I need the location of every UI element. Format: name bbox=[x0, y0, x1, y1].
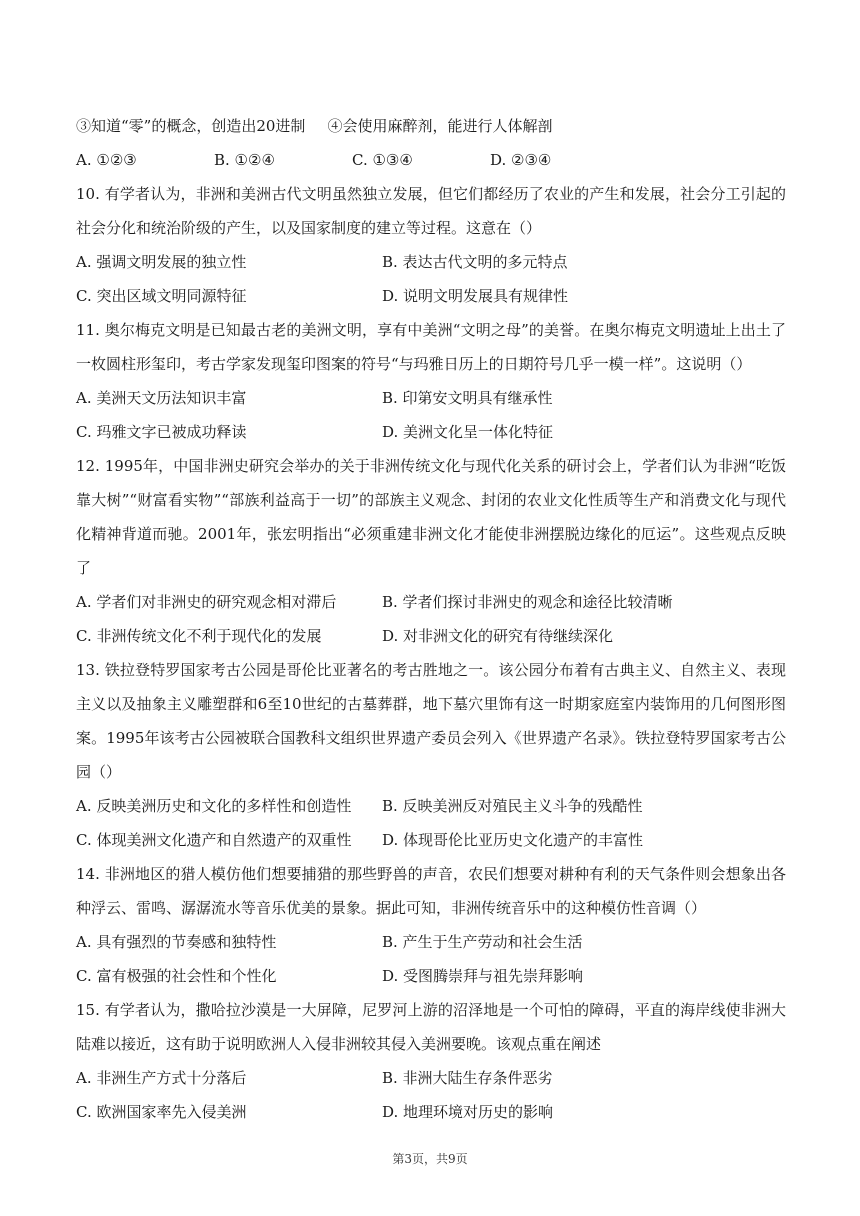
option-d: D. 受图腾崇拜与祖先崇拜影响 bbox=[382, 967, 584, 985]
question-stem: 15. 有学者认为，撒哈拉沙漠是一大屏障，尼罗河上游的沼泽地是一个可怕的障碍，平直的海岸线使非洲大陆难以接近，这有助于说明欧洲人入侵非洲较其侵入美洲要晚。该观点重在阐述 bbox=[76, 1001, 786, 1053]
option-b: B. 反映美洲反对殖民主义斗争的残酷性 bbox=[382, 797, 643, 815]
question-stem: 14. 非洲地区的猎人模仿他们想要捕猎的那些野兽的声音，农民们想要对耕种有利的天气条件则会想象出各种浮云、雷鸣、潺潺流水等音乐优美的景象。据此可知，非洲传统音乐中的这种模仿性音调（） bbox=[76, 865, 786, 917]
option-a: A. 强调文明发展的独立性 bbox=[76, 253, 247, 271]
page-content bbox=[76, 109, 786, 1129]
option-a: A. 反映美洲历史和文化的多样性和创造性 bbox=[76, 797, 352, 815]
option-a: A. 美洲天文历法知识丰富 bbox=[76, 389, 247, 407]
option-c: C. 突出区域文明同源特征 bbox=[76, 287, 247, 305]
question-stem: 10. 有学者认为，非洲和美洲古代文明虽然独立发展，但它们都经历了农业的产生和发展，社会分工引起的社会分化和统治阶级的产生，以及国家制度的建立等过程。这意在（） bbox=[76, 185, 786, 237]
question-9-options bbox=[76, 143, 786, 177]
option-d: D. 美洲文化呈一体化特征 bbox=[382, 423, 554, 441]
options-row bbox=[76, 381, 786, 415]
options-row bbox=[76, 959, 786, 993]
option-d: D. 体现哥伦比亚历史文化遗产的丰富性 bbox=[382, 831, 644, 849]
options-row bbox=[76, 245, 786, 279]
option-c: C. 玛雅文字已被成功释读 bbox=[76, 423, 247, 441]
option-d: D. 地理环境对历史的影响 bbox=[382, 1103, 554, 1121]
statement-4: ④会使用麻醉剂，能进行人体解剖 bbox=[327, 117, 553, 135]
option-a: A. 学者们对非洲史的研究观念相对滞后 bbox=[76, 593, 337, 611]
option-a: A. 具有强烈的节奏感和独特性 bbox=[76, 933, 277, 951]
question-11 bbox=[76, 313, 786, 449]
question-stem: 11. 奥尔梅克文明是已知最古老的美洲文明，享有中美洲“文明之母”的美誉。在奥尔梅克文明遗址上出土了一枚圆柱形玺印，考古学家发现玺印图案的符号“与玛雅日历上的日期符号几乎一模一样”。这说明（） bbox=[76, 321, 786, 373]
option-c: C. 非洲传统文化不利于现代化的发展 bbox=[76, 627, 322, 645]
option-a: A. ①②③ bbox=[76, 151, 137, 169]
page-footer: 第3页，共9页 bbox=[392, 1152, 468, 1166]
option-d: D. ②③④ bbox=[490, 151, 552, 169]
option-b: B. 产生于生产劳动和社会生活 bbox=[382, 933, 583, 951]
option-c: C. 富有极强的社会性和个性化 bbox=[76, 967, 277, 985]
options-row bbox=[76, 1095, 786, 1129]
option-b: B. 表达古代文明的多元特点 bbox=[382, 253, 568, 271]
options-row bbox=[76, 789, 786, 823]
option-b: B. 学者们探讨非洲史的观念和途径比较清晰 bbox=[382, 593, 673, 611]
options-row bbox=[76, 619, 786, 653]
statement-3: ③知道“零”的概念，创造出20进制 bbox=[76, 117, 306, 135]
question-13 bbox=[76, 653, 786, 857]
question-14 bbox=[76, 857, 786, 993]
question-15 bbox=[76, 993, 786, 1129]
options-row bbox=[76, 925, 786, 959]
option-d: D. 对非洲文化的研究有待继续深化 bbox=[382, 627, 614, 645]
question-9-continuation bbox=[76, 109, 786, 143]
option-c: C. 体现美洲文化遗产和自然遗产的双重性 bbox=[76, 831, 352, 849]
options-row bbox=[76, 1061, 786, 1095]
options-row bbox=[76, 279, 786, 313]
option-c: C. ①③④ bbox=[352, 151, 413, 169]
option-b: B. 非洲大陆生存条件恶劣 bbox=[382, 1069, 553, 1087]
option-d: D. 说明文明发展具有规律性 bbox=[382, 287, 569, 305]
options-row bbox=[76, 415, 786, 449]
option-c: C. 欧洲国家率先入侵美洲 bbox=[76, 1103, 247, 1121]
question-stem: 13. 铁拉登特罗国家考古公园是哥伦比亚著名的考古胜地之一。该公园分布着有古典主义、自然主义、表现主义以及抽象主义雕塑群和6至10世纪的古墓葬群，地下墓穴里饰有这一时期家庭室内装饰用的几何图形图案。1995年该考古公园被联合国教科文组织世界遗产委员会列入《世界遗产名录》。铁拉登特罗国家考古公园（） bbox=[76, 661, 786, 781]
options-row bbox=[76, 823, 786, 857]
question-10 bbox=[76, 177, 786, 313]
options-row bbox=[76, 585, 786, 619]
question-stem: 12. 1995年，中国非洲史研究会举办的关于非洲传统文化与现代化关系的研讨会上，学者们认为非洲“吃饭靠大树”“财富看实物”“部族利益高于一切”的部族主义观念、封闭的农业文化性质等生产和消费文化与现代化精神背道而驰。2001年，张宏明指出“必须重建非洲文化才能使非洲摆脱边缘化的厄运”。这些观点反映了 bbox=[76, 457, 786, 577]
question-12 bbox=[76, 449, 786, 653]
option-b: B. ①②④ bbox=[214, 151, 275, 169]
option-b: B. 印第安文明具有继承性 bbox=[382, 389, 553, 407]
option-a: A. 非洲生产方式十分落后 bbox=[76, 1069, 247, 1087]
